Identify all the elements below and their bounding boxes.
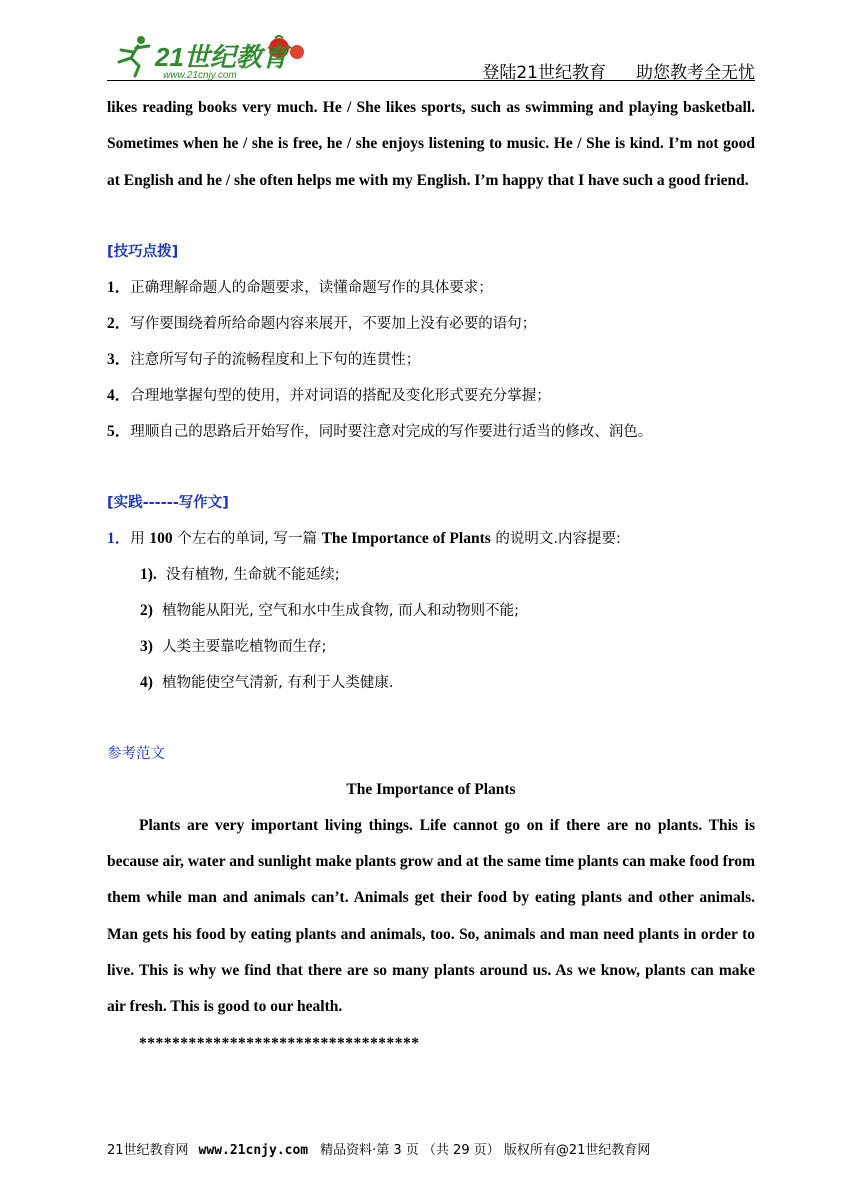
practice-title: [实践------写作文]: [107, 494, 229, 511]
practice-point: 3) 人类主要靠吃植物而生存;: [140, 637, 327, 655]
practice-point: 4) 植物能使空气清新, 有利于人类健康.: [140, 673, 394, 691]
footer-site-link[interactable]: www.21cnjy.com: [198, 1143, 309, 1158]
runner-icon: [119, 36, 149, 76]
logo-url: www.21cnjy.com: [163, 70, 237, 80]
footer-copyright: 版权所有@21世纪教育网: [503, 1143, 651, 1158]
practice-point: 1). 没有植物, 生命就不能延续;: [140, 565, 340, 583]
footer-left: 21世纪教育网: [107, 1143, 189, 1158]
logo-text: 21世纪教育: [155, 42, 288, 72]
tip-item: 1．正确理解命题人的命题要求，读懂命题写作的具体要求；: [107, 278, 493, 296]
header-divider: [107, 80, 755, 81]
practice-point: 2) 植物能从阳光, 空气和水中生成食物, 而人和动物则不能;: [140, 601, 519, 619]
tips-title: [技巧点拨]: [107, 243, 179, 260]
slogan-right: 助您教考全无忧: [636, 63, 755, 83]
tips-list: [107, 270, 755, 450]
sample-title: The Importance of Plants: [346, 780, 516, 798]
site-logo: [111, 32, 311, 80]
main-content: [107, 90, 755, 1062]
footer-page-info: 精品资料·第 3 页 （共 29 页）: [320, 1143, 500, 1158]
tip-item: 2．写作要围绕着所给命题内容来展开，不要加上没有必要的语句；: [107, 314, 537, 332]
practice-points: [107, 557, 755, 701]
sample-label: 参考范文: [107, 745, 165, 762]
page-footer: [107, 1139, 755, 1158]
practice-task: 1．用 100 个左右的单词, 写一篇 The Importance of Plants 的说明文.内容提要:: [107, 529, 621, 547]
sample-body: Plants are very important living things. Life cannot go on if there are no plants. This is because air, water and sunlight make plants grow and at the same time plants can make food from them while man and animals can’t. Animals get their food by eating plants and other animals. Man gets his food by eating plants and animals, too. So, animals and man need plants in order to live. This is why we find that there are so many plants around us. As we know, plants can make air fresh. This is good to our health.: [107, 816, 755, 1016]
slogan-left: 登陆21世纪教育: [482, 63, 606, 83]
separator-stars: **********************************: [139, 1034, 420, 1052]
tip-item: 5．理顺自己的思路后开始写作，同时要注意对完成的写作要进行适当的修改、润色。: [107, 422, 653, 440]
page-header: [107, 28, 755, 84]
tip-item: 3．注意所写句子的流畅程度和上下句的连贯性；: [107, 350, 421, 368]
tip-item: 4．合理地掌握句型的使用，并对词语的搭配及变化形式要充分掌握；: [107, 386, 551, 404]
intro-paragraph: likes reading books very much. He / She likes sports, such as swimming and playing basketball. Sometimes when he / she is free, he / she enjoys listening to music. He / She is kind. I’m not good at English and he / she often helps me with my English. I’m happy that I have such a good friend.: [107, 99, 755, 189]
